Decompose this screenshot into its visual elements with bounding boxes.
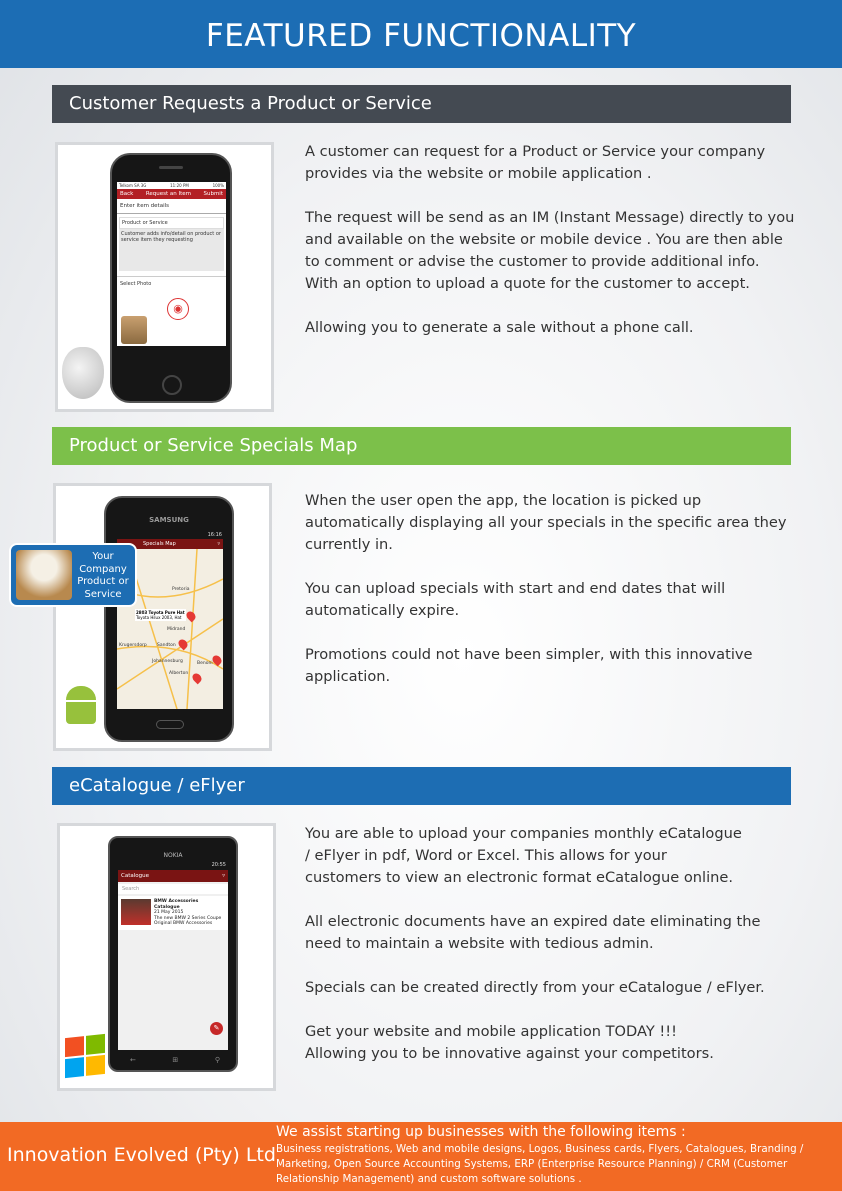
search-input[interactable]: Search [118, 884, 228, 894]
section-1-description [305, 141, 795, 361]
callout-text: Your Company Product or Service [77, 551, 129, 600]
map-label: Johannesburg [152, 659, 183, 664]
back-icon: ← [130, 1056, 136, 1064]
status-time: 20:55 [211, 862, 226, 868]
item-date: 21 May 2015 [154, 910, 184, 915]
catalogue-thumbnail [121, 899, 151, 925]
map-popup[interactable] [135, 609, 186, 621]
search-icon: ⚲ [214, 1056, 220, 1064]
filter-icon[interactable]: ▿ [217, 541, 220, 547]
android-screenshot-frame [53, 483, 272, 751]
app-nav-bar [118, 870, 228, 882]
paragraph: Get your website and mobile application TODAY !!! Allowing you to be innovative against your competitors. [305, 1023, 714, 1062]
camera-icon[interactable]: ◉ [167, 298, 189, 320]
section-title-customer-requests: Customer Requests a Product or Service [52, 85, 791, 123]
brand-label: SAMSUNG [149, 516, 189, 524]
details-textarea[interactable]: Customer adds info/detail on product or service item they requesting [119, 229, 224, 271]
status-bar [117, 182, 226, 189]
brand-label: NOKIA [163, 852, 183, 859]
product-service-field[interactable]: Product or Service [119, 217, 224, 229]
section-2-description [305, 490, 795, 710]
catalogue-item-text [154, 899, 225, 927]
item-title: BMW Accessories Catalogue [154, 899, 199, 910]
map-label: Benoni [197, 661, 213, 666]
map-label: Midrand [167, 627, 186, 632]
speaker-grille [159, 166, 183, 169]
popup-title: 2803 Toyota Pure Hat [136, 610, 185, 615]
paragraph: You can upload specials with start and end dates that will automatically expire. [305, 580, 726, 619]
carrier: Telkom SA 3G [119, 183, 147, 188]
windows-logo-icon [65, 1034, 105, 1078]
map-label: Krugersdorp [119, 643, 147, 648]
nav-buttons [130, 1056, 220, 1064]
phone-screen [117, 182, 226, 346]
back-button[interactable]: Back [120, 191, 134, 197]
page-title: FEATURED FUNCTIONALITY [0, 0, 842, 68]
edit-icon[interactable]: ✎ [210, 1022, 223, 1035]
app-nav-bar [117, 189, 226, 199]
company-name: Innovation Evolved (Pty) Ltd [7, 1144, 276, 1166]
windows-phone-screenshot-frame [57, 823, 276, 1091]
android-logo-icon [60, 686, 102, 736]
paragraph: All electronic documents have an expired date eliminating the need to maintain a website with tedious admin. [305, 913, 761, 952]
iphone-screenshot-frame [55, 142, 274, 412]
company-product-callout [9, 543, 137, 607]
paragraph: You are able to upload your companies monthly eCatalogue / eFlyer in pdf, Word or Excel. This allows for your customers to view an electronic format eCatalogue online. [305, 825, 742, 886]
apple-logo-icon [62, 347, 104, 399]
catalogue-list-item[interactable] [118, 896, 228, 930]
home-button [156, 720, 184, 729]
item-description: The new BMW 2 Series Coupe Original BMW Accessories [154, 915, 222, 926]
paragraph: Allowing you to generate a sale without a phone call. [305, 319, 694, 336]
map-label: Sandton [157, 643, 176, 648]
footer-services: Business registrations, Web and mobile designs, Logos, Business cards, Flyers, Catalogues, Branding / Marketing, Open Source Accounting Systems, ERP (Enterprise Resource Planning) / CRM (Customer Relationship Management) and custom software solutions . [276, 1143, 804, 1185]
screen-title: Request an Item [145, 191, 192, 197]
paragraph: When the user open the app, the location is picked up automatically displaying all your specials in the specific area they currently in. [305, 492, 787, 553]
samsung-mockup [104, 496, 234, 742]
windows-icon: ⊞ [172, 1056, 179, 1064]
select-photo-label: Select Photo [117, 276, 226, 287]
section-title-specials-map: Product or Service Specials Map [52, 427, 791, 465]
footer-heading: We assist starting up businesses with the following items : [276, 1124, 686, 1140]
details-label: Enter item details [117, 199, 226, 214]
section-3-description [305, 823, 795, 1087]
map-label: Pretoria [172, 587, 190, 592]
iphone-mockup [110, 153, 232, 403]
paragraph: Specials can be created directly from your eCatalogue / eFlyer. [305, 979, 765, 996]
status-time: 11:20 PM [170, 183, 189, 188]
screen-title: Specials Map [143, 541, 176, 547]
paragraph: A customer can request for a Product or Service your company provides via the website or mobile application . [305, 143, 766, 182]
screen-title: Catalogue [121, 873, 149, 879]
section-title-ecatalogue: eCatalogue / eFlyer [52, 767, 791, 805]
submit-button[interactable]: Submit [203, 191, 223, 197]
paragraph: Promotions could not have been simpler, with this innovative application. [305, 646, 753, 685]
nokia-mockup [108, 836, 238, 1072]
status-time: 16:16 [207, 532, 222, 538]
popup-subtitle: Toyota Hilux 2003, Hat [136, 615, 182, 620]
paragraph: The request will be send as an IM (Instant Message) directly to you and available on the website or mobile device . You are then able to comment or advise the customer to provide additional info. With an option to upload a quote for the customer to accept. [305, 209, 795, 292]
catalogue-screen [118, 870, 228, 1050]
home-button [162, 375, 182, 395]
battery: 100% [212, 183, 224, 188]
product-photo-thumbnail [121, 316, 147, 344]
map-label: Alberton [169, 671, 189, 676]
filter-icon[interactable]: ▿ [222, 873, 225, 879]
globe-boxes-image [16, 550, 72, 600]
footer [0, 1122, 842, 1191]
